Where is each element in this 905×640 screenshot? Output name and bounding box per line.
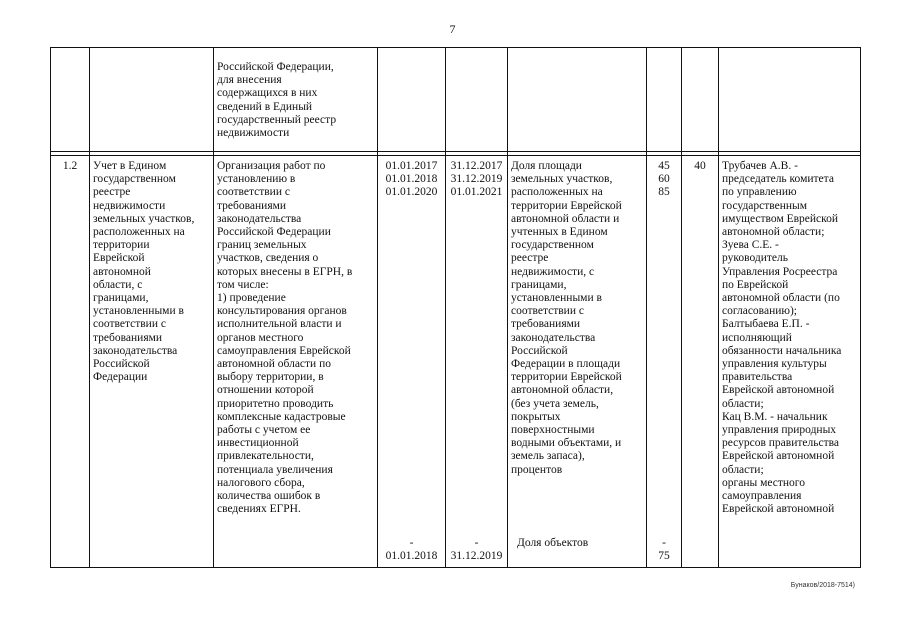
continuation-text: Российской Федерации, для внесения содержащихся в них сведений в Единый государственный реестр недвижимости	[217, 61, 337, 140]
table-border-top	[50, 47, 861, 48]
end-date-last: 31.12.2019	[450, 550, 503, 562]
page-number: 7	[449, 22, 456, 36]
target-dash: -	[662, 537, 666, 549]
column-divider	[50, 47, 51, 568]
column-divider	[646, 47, 647, 568]
column-divider	[213, 47, 214, 568]
column-divider	[89, 47, 90, 568]
base-value: 40	[694, 160, 706, 172]
row-divider	[50, 151, 861, 152]
indicator-description: Доля площади земельных участков, расположенных на территории Еврейской автономной области и учтенных в Едином государственном реестре недвижимости, с границами, установленными в соответствии с требованиями законодательства Российской Федерации в площади территории Еврейской автономной области, (без учета земель, покрытых поверхностными водными объектами, и земель запаса), процентов	[511, 160, 622, 476]
start-dates: 01.01.2017 01.01.2018 01.01.2020	[385, 160, 438, 199]
start-date-last: 01.01.2018	[385, 550, 438, 562]
target-values: 45 60 85	[658, 160, 670, 199]
end-dash: -	[474, 537, 479, 549]
responsible-persons: Трубачев А.В. - председатель комитета по управлению государственным имуществом Еврейской автономной области; Зуева С.Е. - руководитель Управления Росреестра по Еврейской автономной области (по согласованию); Балтыбаева Е.П. - исполняющий обязанности начальника управления культуры правительства Еврейской автономной области; Кац В.М. - начальник управления природных ресурсов правительства Еврейской автономной области; органы местного самоуправления Еврейской автономной	[722, 160, 842, 516]
column-divider	[718, 47, 719, 568]
footer-code: Бунаков/2018-7514)	[790, 582, 855, 589]
row-divider	[50, 155, 861, 156]
column-divider	[507, 47, 508, 568]
indicator-description-2: Доля объектов	[517, 537, 589, 549]
column-divider	[681, 47, 682, 568]
table-border-right	[860, 47, 861, 568]
table-border-bottom	[50, 567, 861, 568]
end-dates: 31.12.2017 31.12.2019 01.01.2021	[450, 160, 503, 199]
task-name: Учет в Едином государственном реестре недвижимости земельных участков, расположенных на территории Еврейской автономной области, с границами, установленными в соответствии с требованиями законодательства Российской Федерации	[93, 160, 195, 384]
activity-description: Организация работ по установлению в соответствии с требованиями законодательства Российской Федерации границ земельных участков, сведения о которых внесены в ЕГРН, в том числе: 1) проведение консультирования органов исполнительной власти и органов местного самоуправления Еврейской автономной области по выбору территории, в отношении которой приоритетно проводить комплексные кадастровые работы с учетом ее инвестиционной привлекательности, потенциала увеличения налогового сбора, количества ошибок в сведениях ЕГРН.	[217, 160, 353, 516]
column-divider	[377, 47, 378, 568]
row-number: 1.2	[62, 160, 78, 172]
target-value-last: 75	[658, 550, 670, 562]
column-divider	[445, 47, 446, 568]
start-dash: -	[409, 537, 414, 549]
